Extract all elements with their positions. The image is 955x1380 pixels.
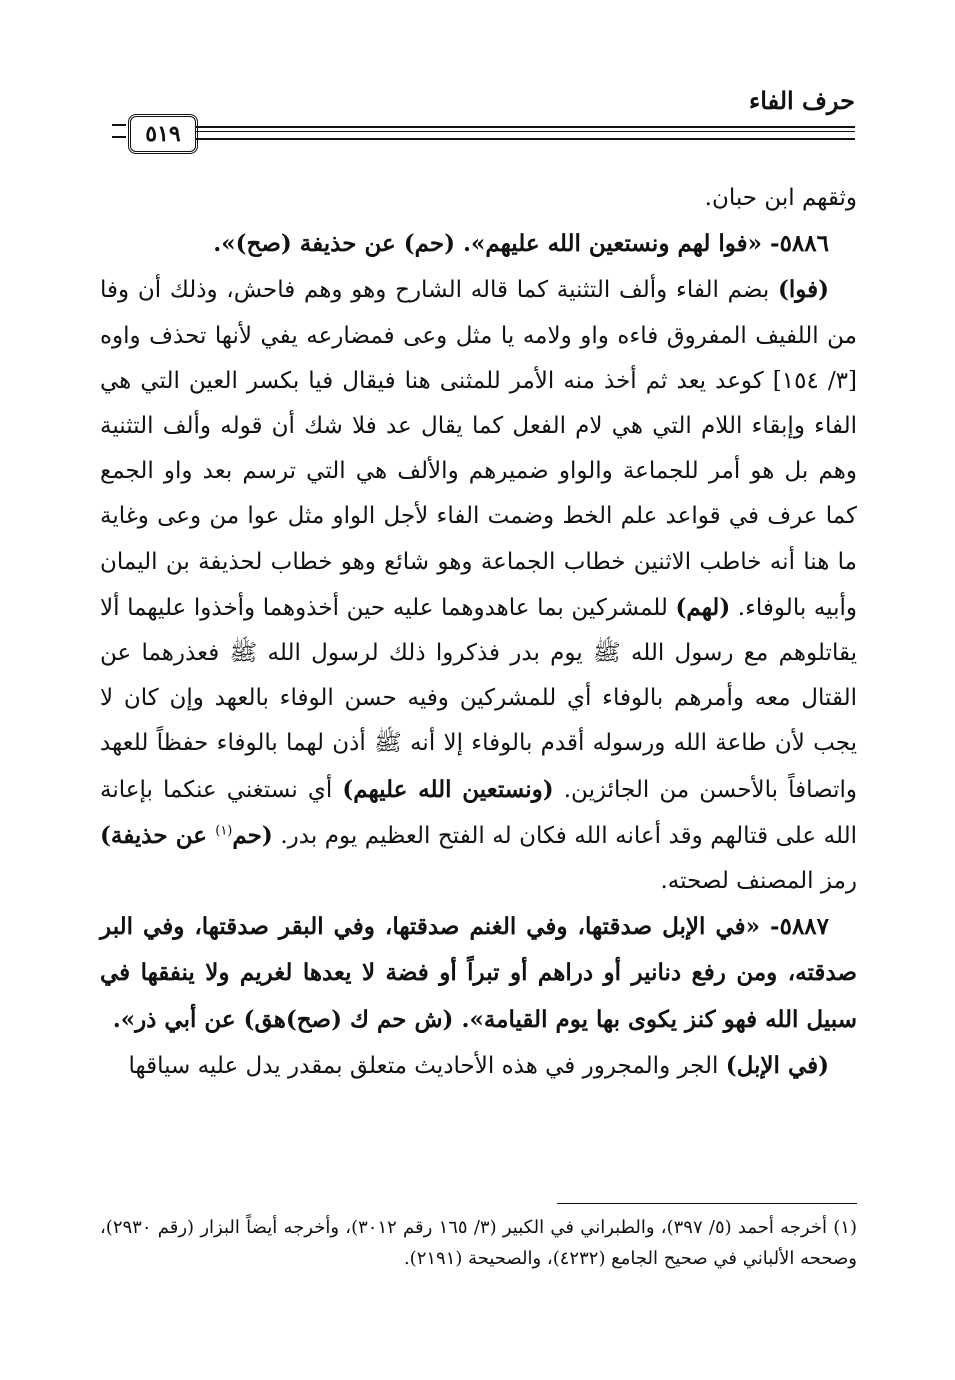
term-nastaeen: (ونستعين الله عليهم)	[342, 775, 554, 803]
paragraph-intro: وثقهم ابن حبان.	[704, 185, 857, 211]
footnote-ref[interactable]: (١)	[215, 823, 233, 839]
commentary-text: للمشركين بما عاهدوهما عليه حين أخذوهما وأخذوا عليهما ألا يقاتلوهم مع رسول الله ﷺ يوم بدر فذكروا ذلك لرسول الله ﷺ فعذرهما عن القتال معه وأمرهم بالوفاء أي للمشركين وفيه حسن الوفاء بالعهد وإن كان لا يجب لأن طاعة الله ورسوله أقدم بالوفاء إلا أنه ﷺ أذن لهما بالوفاء حفظاً للعهد واتصافاً بالأحسن من الجائزين.	[100, 594, 857, 803]
header-rule	[196, 126, 855, 140]
commentary-5886	[100, 267, 857, 904]
hadith-5886	[100, 221, 857, 267]
main-text	[100, 176, 857, 1089]
commentary-text: بضم الفاء وألف التثنية كما قاله الشارح وهو وهم فاحش، وذلك أن وفا من اللفيف المفروق فاءه واو ولامه يا مثل وعى فمضارعه يفي لأنها تحذف واوه [٣/ ١٥٤] كوعد يعد ثم أخذ منه الأمر للمثنى هنا فيقال فيا بكسر العين التي هي الفاء وإبقاء اللام التي هي لام الفعل كما يقال عد فلا شك أن قوله وألف التثنية وهم بل هو أمر للجماعة والواو ضميرهم والألف هي التي ترسم بعد واو الجمع كما عرف في قواعد علم الخط وضمت الفاء لأجل الواو مثل عوا من وعى وغاية ما هنا أنه خاطب الاثنين خطاب الجماعة وهو شائع وهو خطاب لحذيفة بن اليمان وأبيه بالوفاء.	[100, 277, 857, 621]
hadith-text: «فوا لهم ونستعين الله عليهم». (حم) عن حذيفة (صح)».	[213, 230, 763, 258]
commentary-5887	[100, 1043, 857, 1089]
hadith-5887	[100, 904, 857, 1043]
hadith-text: «في الإبل صدقتها، وفي الغنم صدقتها، وفي البقر صدقتها، وفي البر صدقته، ومن رفع دنانير أو دراهم أو تبراً أو فضة لا يعدها لغريم ولا ينفقها في سبيل الله فهو كنز يكوى بها يوم القيامة». (ش حم ك (صح)هق) عن أبي ذر».	[100, 913, 857, 1033]
hadith-number: ٥٨٨٧-	[760, 913, 830, 941]
source-ref: (حم	[232, 821, 273, 849]
header-rule-end	[112, 124, 126, 138]
term-fil-ibil: (في الإبل)	[725, 1051, 829, 1079]
footnotes	[100, 1212, 857, 1274]
commentary-text: أي نستغني عنكما بإعانة الله على قتالهم وقد أعانه الله فكان له الفتح العظيم يوم بدر.	[100, 776, 858, 849]
running-title: حرف الفاء	[748, 86, 855, 115]
page-number: ٥١٩	[128, 114, 198, 154]
hadith-number: ٥٨٨٦-	[762, 230, 829, 258]
source-ref: عن حذيفة)	[100, 821, 216, 849]
term-fawa: (فوا)	[777, 276, 829, 304]
footnote-1: (١) أخرجه أحمد (٥/ ٣٩٧)، والطبراني في الكبير (٣/ ١٦٥ رقم ٣٠١٢)، وأخرجه أيضاً البزار (رقم ٢٩٣٠)، وصححه الألباني في صحيح الجامع (٤٢٣٢)، والصحيحة (٢١٩١).	[100, 1217, 857, 1269]
commentary-text: رمز المصنف لصحته.	[660, 868, 857, 895]
commentary-text: الجر والمجرور في هذه الأحاديث متعلق بمقدر يدل عليه سياقها	[128, 1052, 726, 1079]
term-lahum: (لهم)	[675, 593, 731, 621]
footnote-separator	[557, 1203, 857, 1204]
